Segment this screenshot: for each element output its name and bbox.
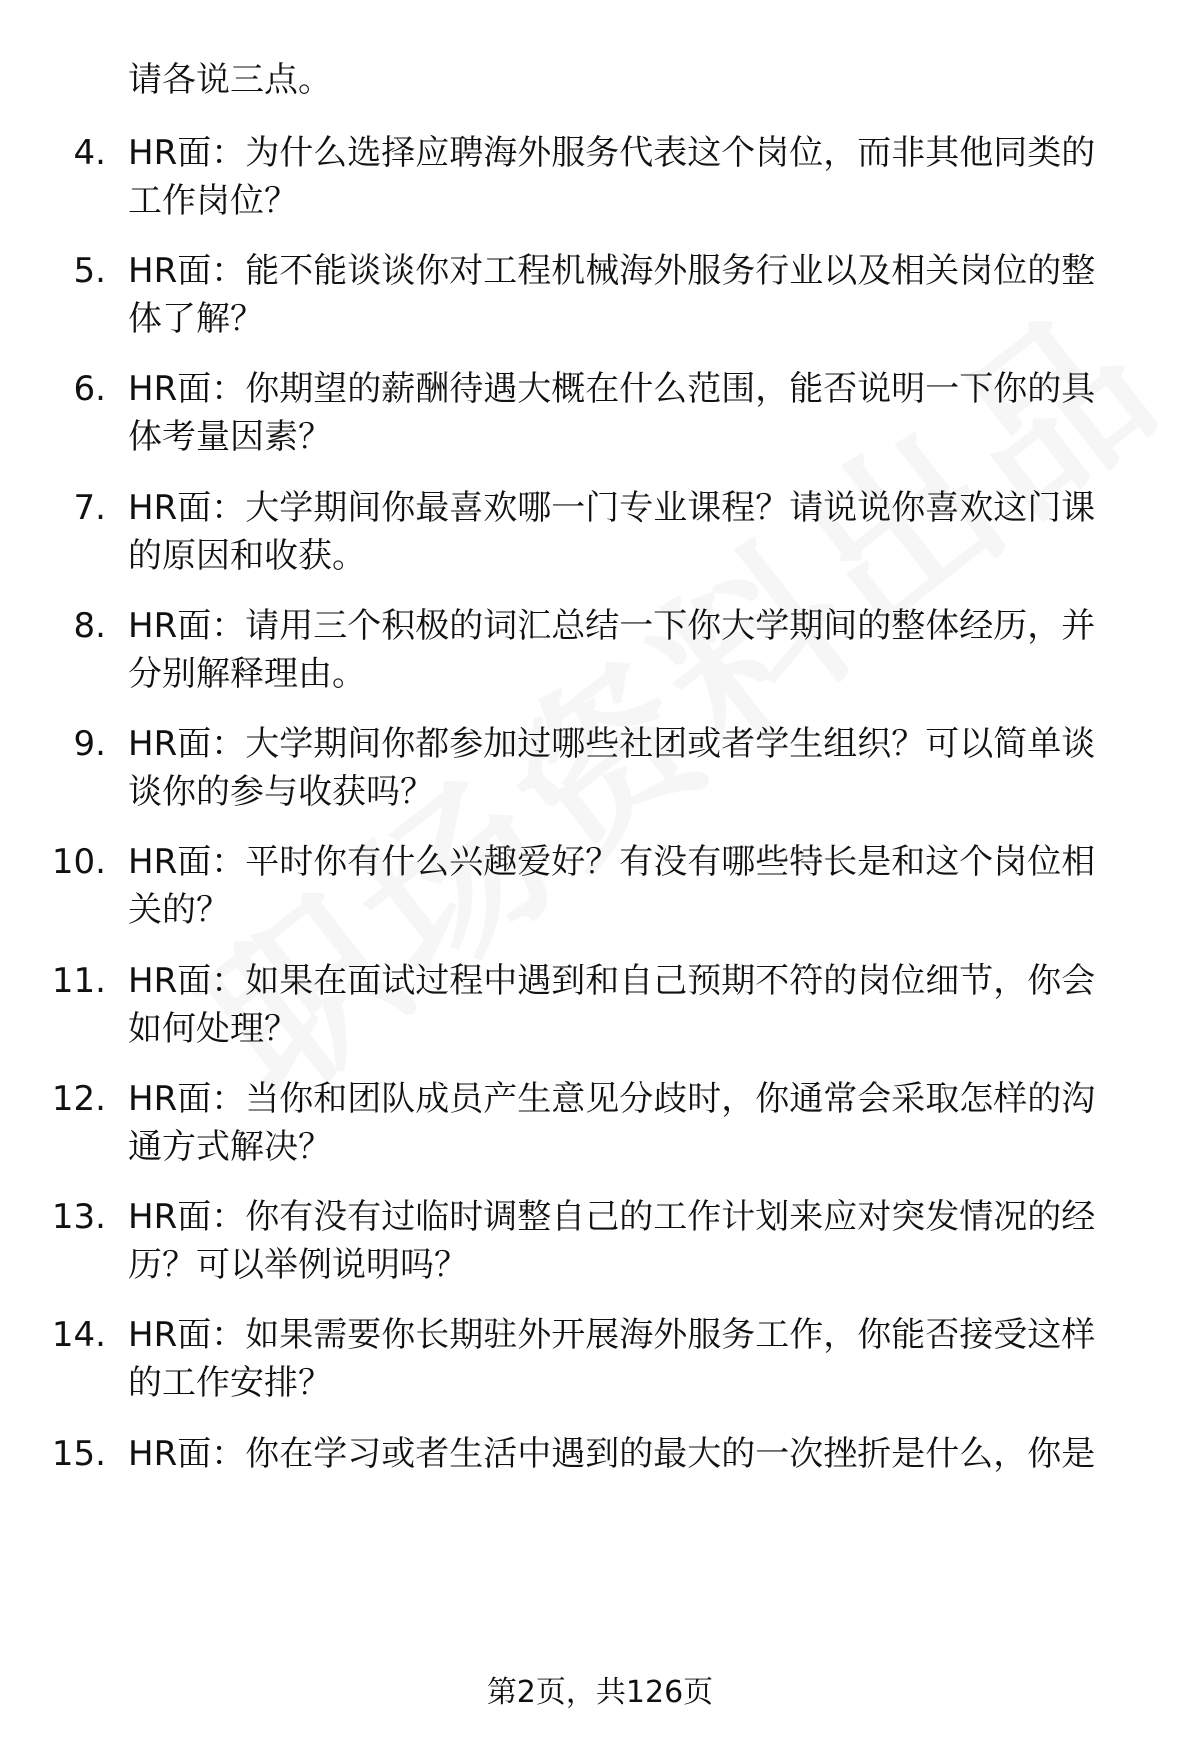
question-line: HR面：大学期间你都参加过哪些社团或者学生组织？可以简单谈: [128, 724, 1096, 764]
page-footer: 第2页，共126页: [486, 1675, 714, 1710]
question-line: 谈你的参与收获吗？: [128, 772, 434, 812]
question-number: 11.: [51, 961, 106, 1001]
question-text: [128, 957, 1158, 1053]
question-number: 12.: [51, 1079, 106, 1119]
question-number: 9.: [73, 724, 106, 764]
question-line: 的原因和收获。: [128, 536, 366, 576]
question-number: 13.: [51, 1197, 106, 1237]
question-line: HR面：你有没有过临时调整自己的工作计划来应对突发情况的经: [128, 1197, 1096, 1237]
question-line: 工作岗位？: [128, 181, 298, 221]
question-line: 历？可以举例说明吗？: [128, 1245, 468, 1285]
question-text: [128, 365, 1158, 461]
question-line: HR面：当你和团队成员产生意见分歧时，你通常会采取怎样的沟: [128, 1079, 1096, 1119]
question-line: HR面：能不能谈谈你对工程机械海外服务行业以及相关岗位的整: [128, 251, 1096, 291]
question-number: 15.: [51, 1434, 106, 1474]
question-text: [128, 129, 1158, 225]
question-line: 通方式解决？: [128, 1127, 332, 1167]
question-text: [128, 1430, 1158, 1478]
question-line: 体考量因素？: [128, 417, 332, 457]
question-line: HR面：请用三个积极的词汇总结一下你大学期间的整体经历，并: [128, 606, 1096, 646]
question-number: 10.: [51, 842, 106, 882]
question-line: HR面：你在学习或者生活中遇到的最大的一次挫折是什么，你是: [128, 1434, 1096, 1474]
question-text: [128, 247, 1158, 343]
question-line: 关的？: [128, 890, 230, 930]
question-number: 6.: [73, 369, 106, 409]
question-number: 5.: [73, 251, 106, 291]
question-line: 体了解？: [128, 299, 264, 339]
question-number: 4.: [73, 133, 106, 173]
question-number: 14.: [51, 1315, 106, 1355]
question-text: [128, 602, 1158, 698]
question-text: [128, 484, 1158, 580]
question-line: 的工作安排？: [128, 1363, 332, 1403]
question-text: [128, 720, 1158, 816]
question-text: [128, 838, 1158, 934]
continuation-text: 请各说三点。: [128, 60, 332, 100]
question-number: 8.: [73, 606, 106, 646]
question-text: [128, 1311, 1158, 1407]
question-text: [128, 1075, 1158, 1171]
question-line: 如何处理？: [128, 1009, 298, 1049]
question-text: [128, 1193, 1158, 1289]
question-line: HR面：为什么选择应聘海外服务代表这个岗位，而非其他同类的: [128, 133, 1096, 173]
question-line: HR面：你期望的薪酬待遇大概在什么范围，能否说明一下你的具: [128, 369, 1096, 409]
question-line: HR面：大学期间你最喜欢哪一门专业课程？请说说你喜欢这门课: [128, 488, 1096, 528]
question-line: HR面：如果需要你长期驻外开展海外服务工作，你能否接受这样: [128, 1315, 1096, 1355]
question-line: HR面：平时你有什么兴趣爱好？有没有哪些特长是和这个岗位相: [128, 842, 1096, 882]
question-line: HR面：如果在面试过程中遇到和自己预期不符的岗位细节，你会: [128, 961, 1096, 1001]
question-number: 7.: [73, 488, 106, 528]
question-line: 分别解释理由。: [128, 654, 366, 694]
